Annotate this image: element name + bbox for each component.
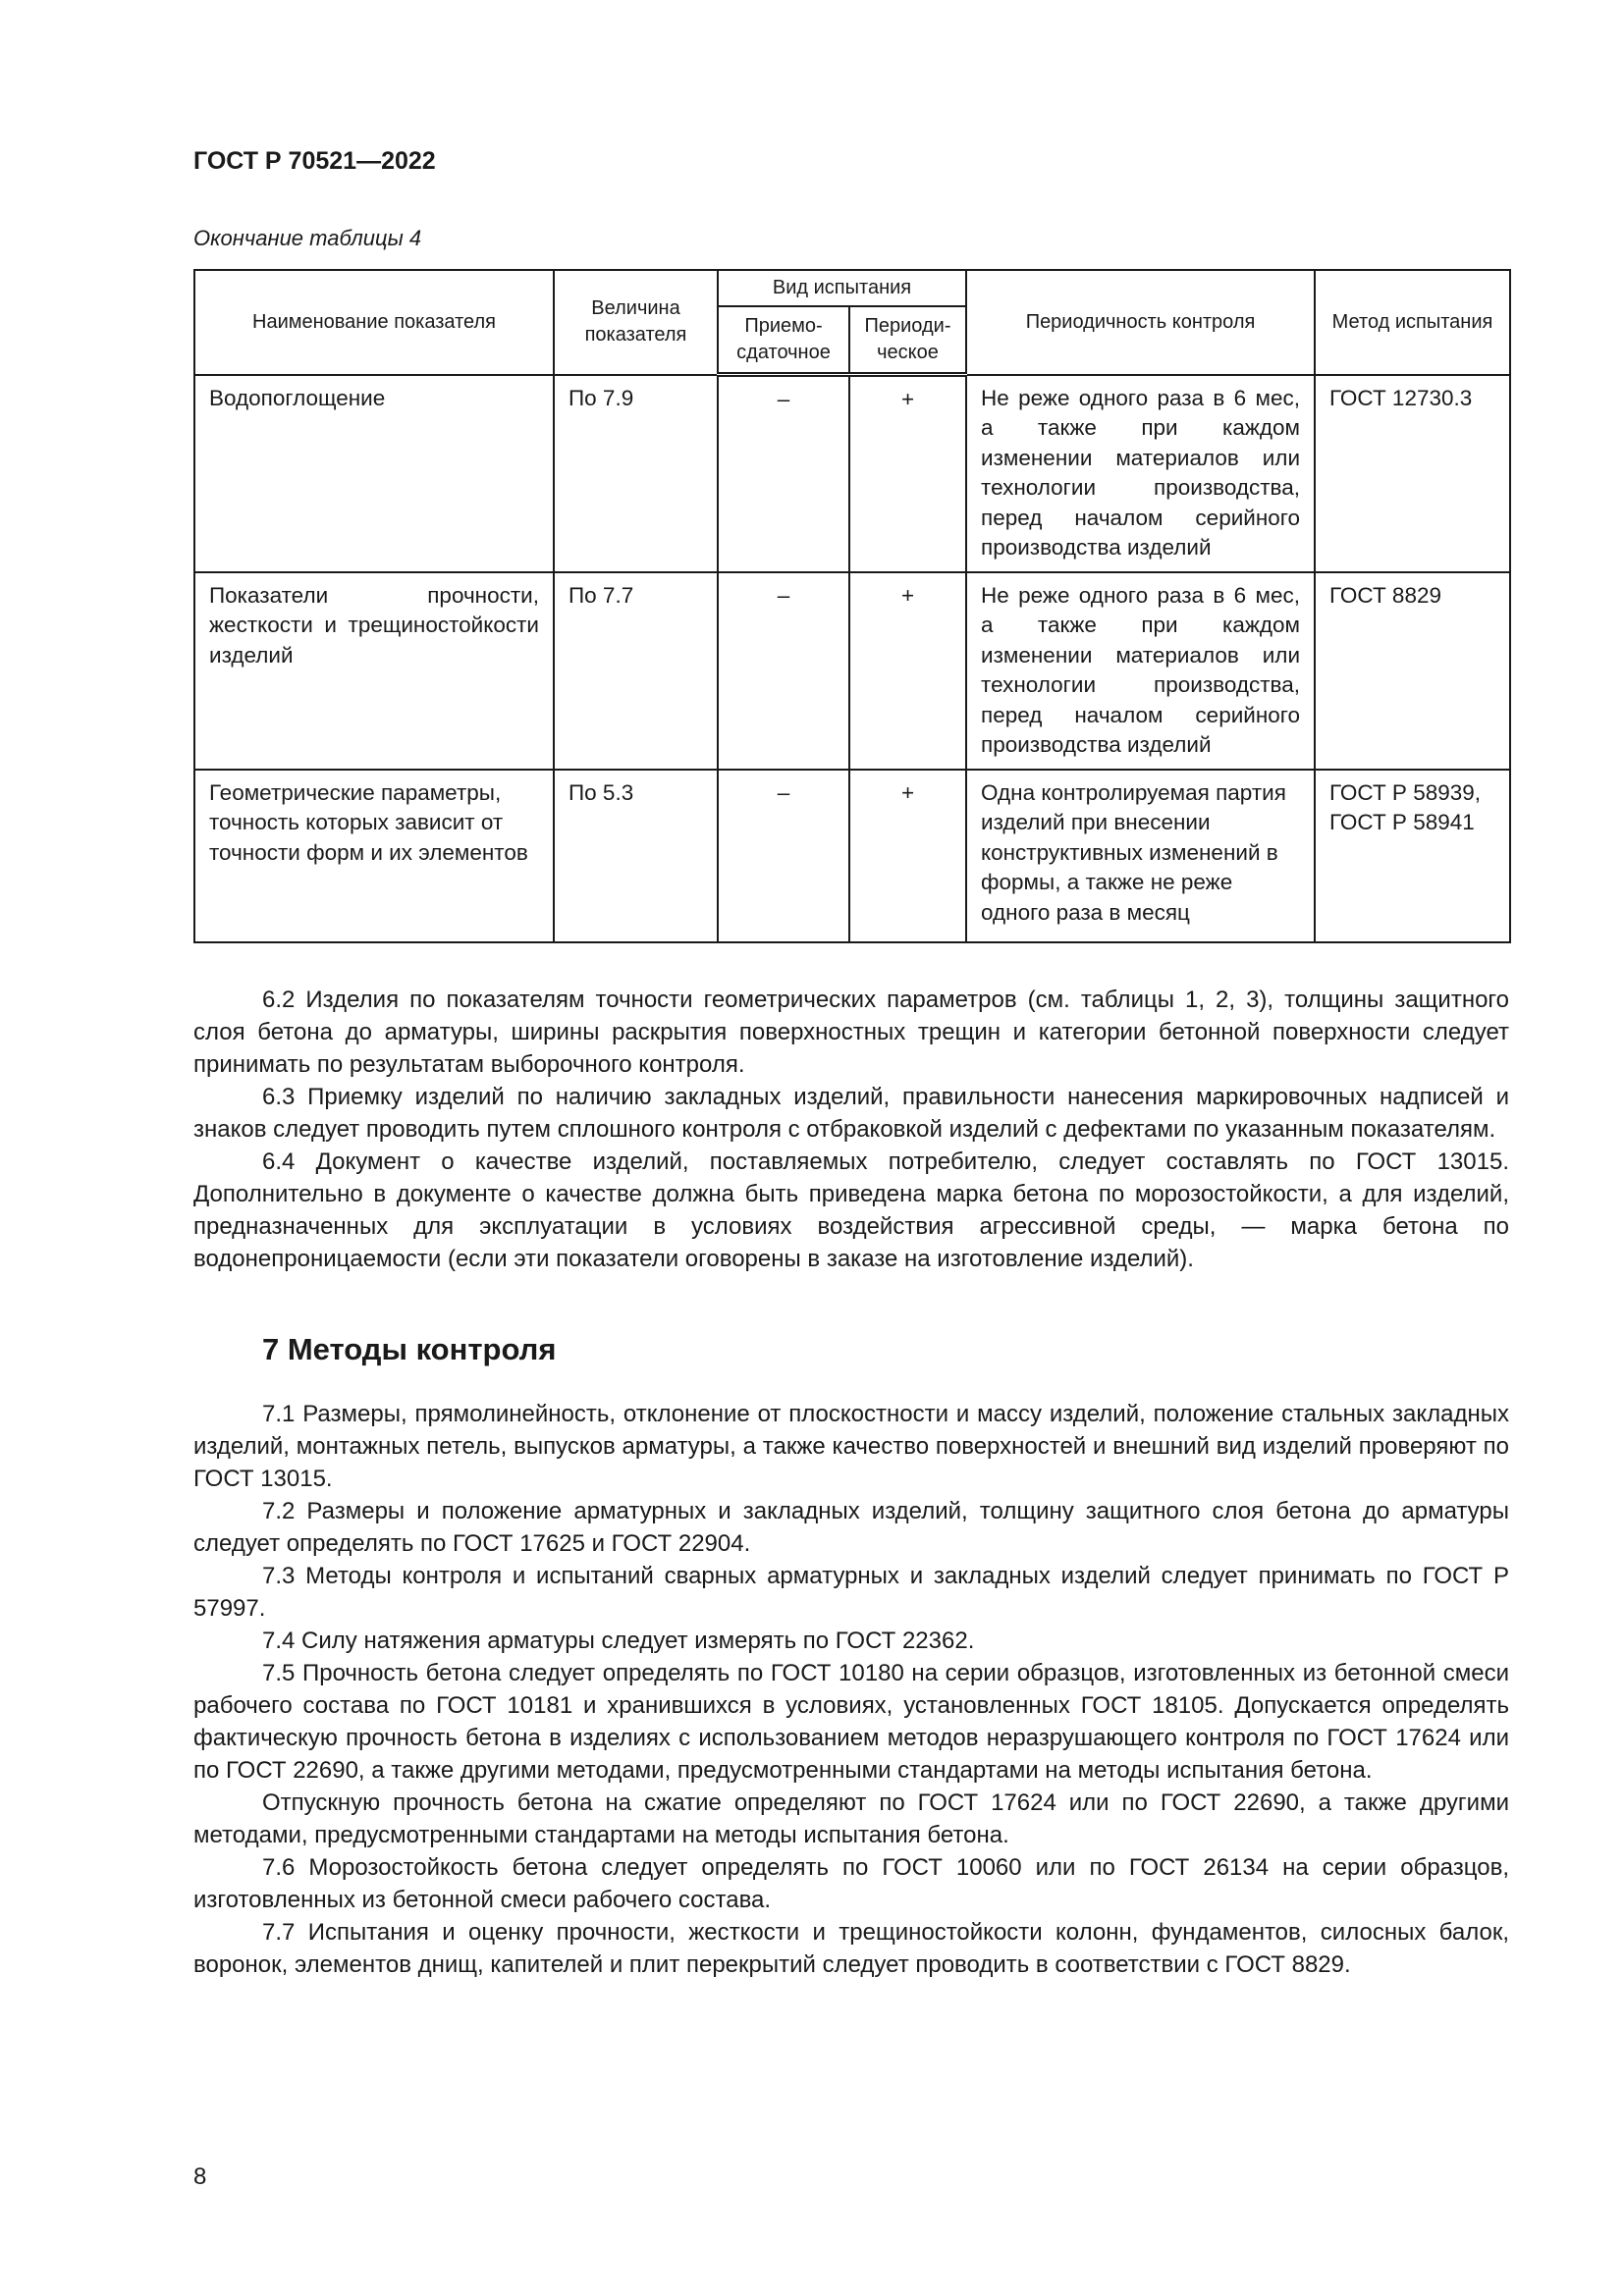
cell-value: По 7.7: [554, 572, 718, 770]
cell-frequency: Не реже одного раза в 6 мес, а также при каждом изменении материалов или технологии производства, перед началом серийного производства изделий: [966, 375, 1315, 572]
header-method: Метод испытания: [1315, 270, 1510, 375]
cell-method: ГОСТ 8829: [1315, 572, 1510, 770]
paragraph-7-7: 7.7 Испытания и оценку прочности, жесткости и трещиностойкости колонн, фундаментов, силосных балок, воронок, элементов днищ, капителей и плит перекрытий следует проводить в соответствии с ГОСТ 8829.: [193, 1919, 1509, 1978]
table-caption: Окончание таблицы 4: [193, 226, 422, 250]
section-7-text: [193, 1398, 1509, 1981]
paragraph-7-3: 7.3 Методы контроля и испытаний сварных арматурных и закладных изделий следует принимать по ГОСТ Р 57997.: [193, 1563, 1509, 1622]
cell-name: Водопоглощение: [194, 375, 554, 572]
section-7-heading: 7 Методы контроля: [262, 1332, 557, 1366]
paragraph-7-5-cont: Отпускную прочность бетона на сжатие определяют по ГОСТ 17624 или по ГОСТ 22690, а также другими методами, предусмотренными стандартами на методы испытания бетона.: [193, 1789, 1509, 1848]
header-value: Величина показателя: [554, 270, 718, 375]
table-row: [194, 375, 1510, 572]
cell-value: По 5.3: [554, 770, 718, 942]
paragraph-7-4: 7.4 Силу натяжения арматуры следует измерять по ГОСТ 22362.: [262, 1628, 975, 1654]
cell-acceptance: –: [718, 375, 849, 572]
paragraph-6-2: 6.2 Изделия по показателям точности геометрических параметров (см. таблицы 1, 2, 3), толщины защитного слоя бетона до арматуры, ширины раскрытия поверхностных трещин и категории бетонной поверхности следует принимать по результатам выборочного контроля.: [193, 987, 1509, 1078]
paragraph-7-2: 7.2 Размеры и положение арматурных и закладных изделий, толщину защитного слоя бетона до арматуры следует определять по ГОСТ 17625 и ГОСТ 22904.: [193, 1498, 1509, 1557]
paragraph-6-3: 6.3 Приемку изделий по наличию закладных изделий, правильности нанесения маркировочных надписей и знаков следует проводить путем сплошного контроля с отбраковкой изделий с дефектами по указанным показателям.: [193, 1084, 1509, 1143]
cell-name: Геометрические параметры, точность которых зависит от точности форм и их элементов: [194, 770, 554, 942]
paragraph-6-4: 6.4 Документ о качестве изделий, поставляемых потребителю, следует составлять по ГОСТ 13015. Дополнительно в документе о качестве должна быть приведена марка бетона по морозостойкости, а для изделий, предназначенных для эксплуатации в условиях воздействия агрессивной среды, — марка бетона по водонепроницаемости (если эти показатели оговорены в заказе на изготовление изделий).: [193, 1148, 1509, 1272]
paragraph-7-6: 7.6 Морозостойкость бетона следует определять по ГОСТ 10060 или по ГОСТ 26134 на серии образцов, изготовленных из бетонной смеси рабочего состава.: [193, 1854, 1509, 1913]
cell-value: По 7.9: [554, 375, 718, 572]
document-code: ГОСТ Р 70521—2022: [193, 147, 436, 175]
paragraph-7-1: 7.1 Размеры, прямолинейность, отклонение от плоскостности и массу изделий, положение стальных закладных изделий, монтажных петель, выпусков арматуры, а также качество поверхностей и внешний вид изделий проверяют по ГОСТ 13015.: [193, 1401, 1509, 1492]
paragraph-7-5: 7.5 Прочность бетона следует определять по ГОСТ 10180 на серии образцов, изготовленных из бетонной смеси рабочего состава по ГОСТ 10181 и хранившихся в условиях, установленных ГОСТ 18105. Допускается определять фактическую прочность бетона в изделиях с использованием методов неразрушающего контроля по ГОСТ 17624 или по ГОСТ 22690, а также другими методами, предусмотренными стандартами на методы испытания бетона.: [193, 1660, 1509, 1784]
cell-acceptance: –: [718, 572, 849, 770]
cell-name: Показатели прочности, жесткости и трещиностойкости изделий: [194, 572, 554, 770]
table-row: [194, 770, 1510, 942]
table-row: [194, 572, 1510, 770]
cell-frequency: Не реже одного раза в 6 мес, а также при каждом изменении материалов или технологии производства, перед началом серийного производства изделий: [966, 572, 1315, 770]
cell-method: ГОСТ 12730.3: [1315, 375, 1510, 572]
cell-periodic: +: [849, 770, 966, 942]
cell-periodic: +: [849, 572, 966, 770]
header-name: Наименование показателя: [194, 270, 554, 375]
table-4: [193, 269, 1511, 943]
cell-periodic: +: [849, 375, 966, 572]
header-frequency: Периодичность контроля: [966, 270, 1315, 375]
header-test-type: Вид испытания: [718, 270, 966, 306]
section-6-text: [193, 984, 1509, 1275]
cell-acceptance: –: [718, 770, 849, 942]
cell-method: ГОСТ Р 58939, ГОСТ Р 58941: [1315, 770, 1510, 942]
cell-frequency: Одна контролируемая партия изделий при внесении конструктивных изменений в формы, а также не реже одного раза в месяц: [966, 770, 1315, 942]
page-number: 8: [193, 2163, 207, 2190]
header-acceptance: Приемо-сдаточное: [718, 306, 849, 375]
header-periodic: Периоди-ческое: [849, 306, 966, 375]
